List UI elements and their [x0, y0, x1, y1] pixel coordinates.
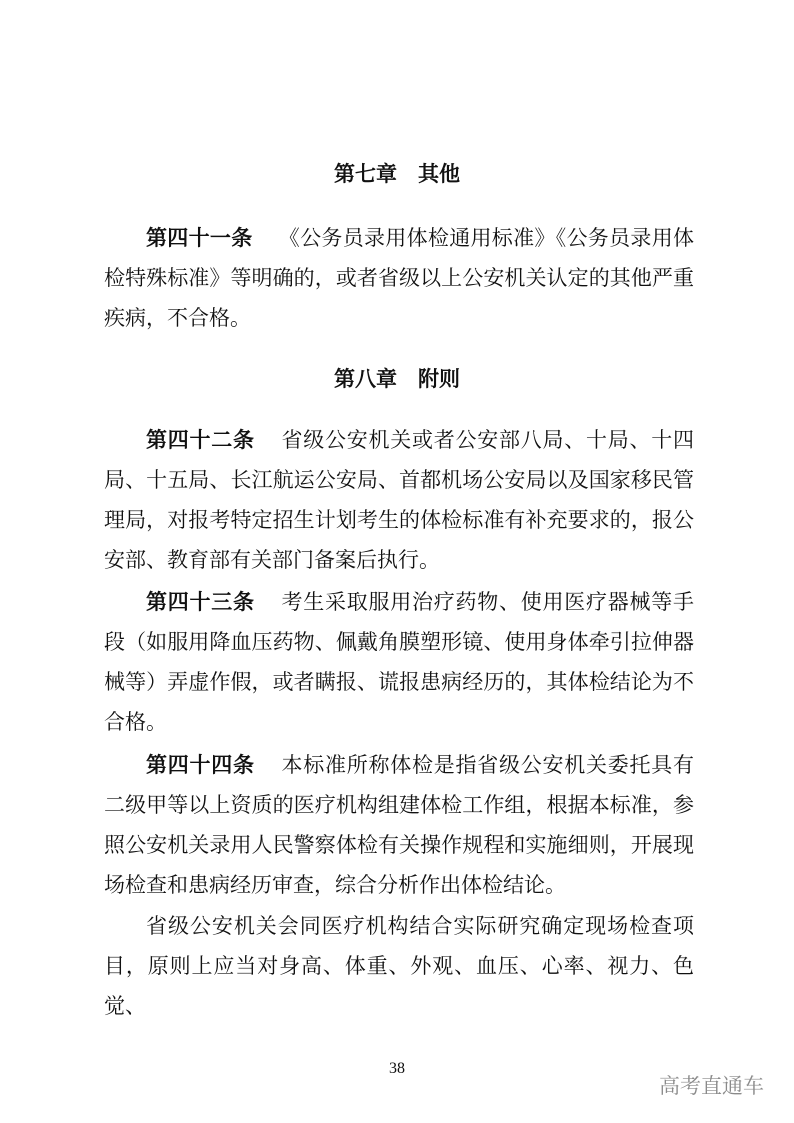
- article-43: [104, 582, 694, 742]
- chapter-8-heading: 第八章 附则: [334, 366, 460, 391]
- article-44-continuation: [104, 906, 694, 1026]
- page-number: 38: [389, 1060, 405, 1077]
- chapter-7-heading: 第七章 其他: [334, 161, 460, 186]
- article-44-continuation-text: 省级公安机关会同医疗机构结合实际研究确定现场检查项目，原则上应当对身高、体重、外观、血压、心率、视力、色觉、: [104, 914, 694, 1018]
- article-43-label: 第四十三条: [146, 589, 255, 614]
- article-44-text: 本标准所称体检是指省级公安机关委托具有二级甲等以上资质的医疗机构组建体检工作组，根据本标准，参照公安机关录用人民警察体检有关操作规程和实施细则，开展现场检查和患病经历审查，综合分析作出体检结论。: [104, 753, 694, 897]
- article-44-label: 第四十四条: [146, 752, 255, 777]
- watermark: 高考直通车: [659, 1074, 764, 1098]
- article-41-label: 第四十一条: [146, 225, 253, 250]
- article-41: [104, 218, 694, 338]
- article-43-text: 考生采取服用治疗药物、使用医疗器械等手段（如服用降血压药物、佩戴角膜塑形镜、使用身体牵引拉伸器械等）弄虚作假，或者瞒报、谎报患病经历的，其体检结论为不合格。: [104, 590, 694, 734]
- article-42-label: 第四十二条: [146, 427, 255, 452]
- article-41-text: 《公务员录用体检通用标准》《公务员录用体检特殊标准》等明确的，或者省级以上公安机关认定的其他严重疾病，不合格。: [104, 226, 694, 330]
- article-42-text: 省级公安机关或者公安部八局、十局、十四局、十五局、长江航运公安局、首都机场公安局以及国家移民管理局，对报考特定招生计划考生的体检标准有补充要求的，报公安部、教育部有关部门备案后执行。: [104, 428, 694, 572]
- article-44: [104, 745, 694, 905]
- article-42: [104, 420, 694, 580]
